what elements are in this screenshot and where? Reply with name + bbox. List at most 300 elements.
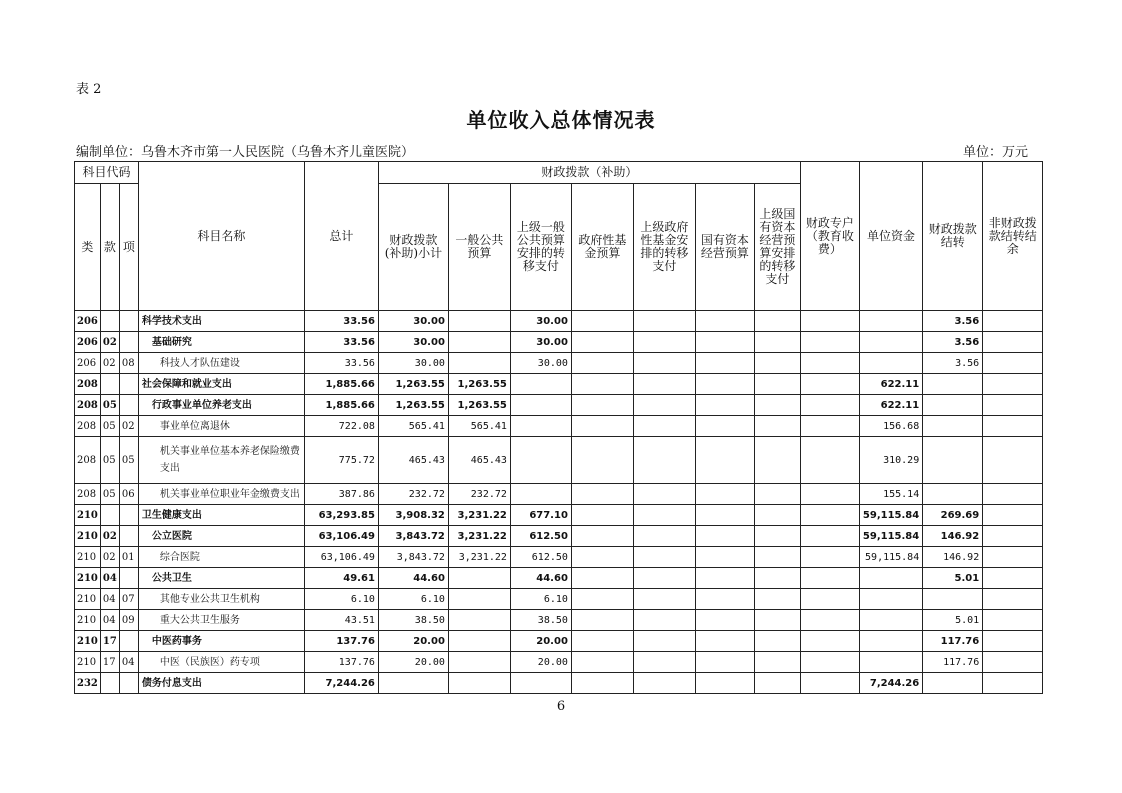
code-xiang: 05 bbox=[119, 437, 138, 484]
nonfiscal-carryover-cell bbox=[983, 374, 1043, 395]
subject-name: 公共卫生 bbox=[138, 568, 304, 589]
code-lei: 210 bbox=[75, 652, 101, 673]
upper-state-capital-cell bbox=[754, 526, 800, 547]
nonfiscal-carryover-cell bbox=[983, 484, 1043, 505]
code-lei: 210 bbox=[75, 547, 101, 568]
unit-funds-cell bbox=[859, 610, 922, 631]
nonfiscal-carryover-cell bbox=[983, 673, 1043, 694]
total-cell: 63,106.49 bbox=[304, 526, 378, 547]
special-edu-cell bbox=[800, 589, 859, 610]
subject-name: 社会保障和就业支出 bbox=[138, 374, 304, 395]
upper-general-cell bbox=[510, 484, 571, 505]
header-state-capital: 国有资本经营预算 bbox=[695, 184, 754, 311]
upper-general-cell bbox=[510, 374, 571, 395]
general-public-cell bbox=[448, 332, 510, 353]
code-kuan: 04 bbox=[100, 610, 119, 631]
fiscal-carryover-cell bbox=[923, 395, 983, 416]
upper-state-capital-cell bbox=[754, 631, 800, 652]
special-edu-cell bbox=[800, 374, 859, 395]
table-row bbox=[75, 652, 1043, 673]
general-public-cell bbox=[448, 311, 510, 332]
fiscal-subtotal-cell: 1,263.55 bbox=[378, 374, 448, 395]
fiscal-subtotal-cell: 1,263.55 bbox=[378, 395, 448, 416]
fiscal-carryover-cell: 5.01 bbox=[923, 568, 983, 589]
upper-general-cell bbox=[510, 437, 571, 484]
nonfiscal-carryover-cell bbox=[983, 589, 1043, 610]
total-cell: 1,885.66 bbox=[304, 374, 378, 395]
special-edu-cell bbox=[800, 395, 859, 416]
upper-state-capital-cell bbox=[754, 610, 800, 631]
fiscal-carryover-cell bbox=[923, 589, 983, 610]
upper-gov-fund-cell bbox=[633, 505, 695, 526]
upper-gov-fund-cell bbox=[633, 374, 695, 395]
header-nonfiscal-carryover: 非财政拨款结转结余 bbox=[983, 162, 1043, 311]
fiscal-carryover-cell bbox=[923, 416, 983, 437]
fiscal-subtotal-cell: 3,843.72 bbox=[378, 547, 448, 568]
nonfiscal-carryover-cell bbox=[983, 631, 1043, 652]
subject-name: 其他专业公共卫生机构 bbox=[138, 589, 304, 610]
fiscal-carryover-cell: 3.56 bbox=[923, 353, 983, 374]
upper-gov-fund-cell bbox=[633, 589, 695, 610]
upper-state-capital-cell bbox=[754, 673, 800, 694]
code-lei: 210 bbox=[75, 568, 101, 589]
code-kuan: 04 bbox=[100, 589, 119, 610]
state-capital-cell bbox=[695, 547, 754, 568]
state-capital-cell bbox=[695, 631, 754, 652]
code-xiang bbox=[119, 395, 138, 416]
upper-state-capital-cell bbox=[754, 589, 800, 610]
upper-state-capital-cell bbox=[754, 395, 800, 416]
table-row bbox=[75, 374, 1043, 395]
fiscal-carryover-cell: 5.01 bbox=[923, 610, 983, 631]
total-cell: 6.10 bbox=[304, 589, 378, 610]
code-lei: 210 bbox=[75, 505, 101, 526]
gov-fund-cell bbox=[571, 437, 633, 484]
upper-gov-fund-cell bbox=[633, 311, 695, 332]
table-row bbox=[75, 416, 1043, 437]
upper-gov-fund-cell bbox=[633, 568, 695, 589]
fiscal-subtotal-cell bbox=[378, 673, 448, 694]
fiscal-carryover-cell bbox=[923, 673, 983, 694]
special-edu-cell bbox=[800, 332, 859, 353]
code-xiang bbox=[119, 505, 138, 526]
code-kuan: 02 bbox=[100, 526, 119, 547]
fiscal-carryover-cell: 117.76 bbox=[923, 652, 983, 673]
subject-name: 机关事业单位职业年金缴费支出 bbox=[138, 484, 304, 505]
subject-name: 债务付息支出 bbox=[138, 673, 304, 694]
code-kuan: 05 bbox=[100, 395, 119, 416]
total-cell: 137.76 bbox=[304, 652, 378, 673]
upper-general-cell: 6.10 bbox=[510, 589, 571, 610]
total-cell: 387.86 bbox=[304, 484, 378, 505]
gov-fund-cell bbox=[571, 610, 633, 631]
upper-general-cell: 30.00 bbox=[510, 311, 571, 332]
table-row bbox=[75, 311, 1043, 332]
code-kuan bbox=[100, 505, 119, 526]
code-xiang bbox=[119, 631, 138, 652]
header-subject-code: 科目代码 bbox=[75, 162, 139, 184]
upper-gov-fund-cell bbox=[633, 673, 695, 694]
upper-gov-fund-cell bbox=[633, 631, 695, 652]
fiscal-subtotal-cell: 232.72 bbox=[378, 484, 448, 505]
unit-funds-cell: 156.68 bbox=[859, 416, 922, 437]
fiscal-subtotal-cell: 30.00 bbox=[378, 353, 448, 374]
upper-general-cell: 38.50 bbox=[510, 610, 571, 631]
compiling-unit: 编制单位：乌鲁木齐市第一人民医院（乌鲁木齐儿童医院） bbox=[76, 145, 415, 160]
header-kuan: 款 bbox=[100, 184, 119, 311]
unit-funds-cell: 7,244.26 bbox=[859, 673, 922, 694]
code-xiang: 09 bbox=[119, 610, 138, 631]
unit-funds-cell bbox=[859, 353, 922, 374]
general-public-cell bbox=[448, 589, 510, 610]
state-capital-cell bbox=[695, 505, 754, 526]
code-kuan: 02 bbox=[100, 332, 119, 353]
fiscal-carryover-cell: 269.69 bbox=[923, 505, 983, 526]
unit-funds-cell bbox=[859, 631, 922, 652]
subject-name: 综合医院 bbox=[138, 547, 304, 568]
total-cell: 33.56 bbox=[304, 311, 378, 332]
fiscal-carryover-cell: 117.76 bbox=[923, 631, 983, 652]
gov-fund-cell bbox=[571, 673, 633, 694]
fiscal-carryover-cell bbox=[923, 484, 983, 505]
header-unit-funds: 单位资金 bbox=[859, 162, 922, 311]
fiscal-subtotal-cell: 565.41 bbox=[378, 416, 448, 437]
code-lei: 210 bbox=[75, 589, 101, 610]
state-capital-cell bbox=[695, 610, 754, 631]
general-public-cell: 1,263.55 bbox=[448, 374, 510, 395]
upper-state-capital-cell bbox=[754, 568, 800, 589]
gov-fund-cell bbox=[571, 374, 633, 395]
total-cell: 137.76 bbox=[304, 631, 378, 652]
state-capital-cell bbox=[695, 353, 754, 374]
nonfiscal-carryover-cell bbox=[983, 311, 1043, 332]
upper-gov-fund-cell bbox=[633, 437, 695, 484]
nonfiscal-carryover-cell bbox=[983, 526, 1043, 547]
header-lei: 类 bbox=[75, 184, 101, 311]
general-public-cell bbox=[448, 610, 510, 631]
unit-funds-cell: 622.11 bbox=[859, 395, 922, 416]
nonfiscal-carryover-cell bbox=[983, 610, 1043, 631]
code-xiang bbox=[119, 374, 138, 395]
fiscal-subtotal-cell: 465.43 bbox=[378, 437, 448, 484]
header-general-public: 一般公共预算 bbox=[448, 184, 510, 311]
code-xiang bbox=[119, 526, 138, 547]
code-lei: 232 bbox=[75, 673, 101, 694]
code-kuan bbox=[100, 673, 119, 694]
header-special-edu: 财政专户（教育收费） bbox=[800, 162, 859, 311]
upper-state-capital-cell bbox=[754, 311, 800, 332]
gov-fund-cell bbox=[571, 631, 633, 652]
table-row bbox=[75, 568, 1043, 589]
code-xiang: 01 bbox=[119, 547, 138, 568]
code-xiang bbox=[119, 311, 138, 332]
fiscal-subtotal-cell: 30.00 bbox=[378, 332, 448, 353]
state-capital-cell bbox=[695, 395, 754, 416]
state-capital-cell bbox=[695, 311, 754, 332]
general-public-cell bbox=[448, 353, 510, 374]
upper-state-capital-cell bbox=[754, 547, 800, 568]
fiscal-carryover-cell: 146.92 bbox=[923, 526, 983, 547]
code-kuan: 05 bbox=[100, 437, 119, 484]
unit-funds-cell bbox=[859, 568, 922, 589]
upper-general-cell: 30.00 bbox=[510, 353, 571, 374]
nonfiscal-carryover-cell bbox=[983, 353, 1043, 374]
fiscal-carryover-cell: 3.56 bbox=[923, 332, 983, 353]
special-edu-cell bbox=[800, 526, 859, 547]
code-lei: 210 bbox=[75, 610, 101, 631]
nonfiscal-carryover-cell bbox=[983, 416, 1043, 437]
gov-fund-cell bbox=[571, 505, 633, 526]
special-edu-cell bbox=[800, 631, 859, 652]
code-kuan: 05 bbox=[100, 484, 119, 505]
subject-name: 科学技术支出 bbox=[138, 311, 304, 332]
table-row bbox=[75, 395, 1043, 416]
fiscal-carryover-cell bbox=[923, 437, 983, 484]
table-row bbox=[75, 631, 1043, 652]
total-cell: 63,293.85 bbox=[304, 505, 378, 526]
code-lei: 208 bbox=[75, 484, 101, 505]
code-lei: 210 bbox=[75, 526, 101, 547]
nonfiscal-carryover-cell bbox=[983, 568, 1043, 589]
upper-general-cell: 20.00 bbox=[510, 631, 571, 652]
code-lei: 208 bbox=[75, 395, 101, 416]
table-row bbox=[75, 547, 1043, 568]
fiscal-subtotal-cell: 3,908.32 bbox=[378, 505, 448, 526]
code-xiang: 08 bbox=[119, 353, 138, 374]
gov-fund-cell bbox=[571, 652, 633, 673]
upper-state-capital-cell bbox=[754, 332, 800, 353]
upper-gov-fund-cell bbox=[633, 484, 695, 505]
upper-state-capital-cell bbox=[754, 416, 800, 437]
table-number: 表 2 bbox=[76, 82, 102, 97]
code-lei: 208 bbox=[75, 374, 101, 395]
total-cell: 33.56 bbox=[304, 332, 378, 353]
gov-fund-cell bbox=[571, 484, 633, 505]
unit-funds-cell: 622.11 bbox=[859, 374, 922, 395]
code-xiang bbox=[119, 332, 138, 353]
code-kuan: 02 bbox=[100, 353, 119, 374]
gov-fund-cell bbox=[571, 568, 633, 589]
state-capital-cell bbox=[695, 437, 754, 484]
code-lei: 210 bbox=[75, 631, 101, 652]
code-lei: 206 bbox=[75, 311, 101, 332]
unit-funds-cell bbox=[859, 311, 922, 332]
general-public-cell bbox=[448, 673, 510, 694]
special-edu-cell bbox=[800, 437, 859, 484]
fiscal-carryover-cell: 3.56 bbox=[923, 311, 983, 332]
subject-name: 机关事业单位基本养老保险缴费支出 bbox=[138, 437, 304, 484]
upper-general-cell: 30.00 bbox=[510, 332, 571, 353]
upper-state-capital-cell bbox=[754, 437, 800, 484]
page-title: 单位收入总体情况表 bbox=[466, 108, 656, 132]
state-capital-cell bbox=[695, 416, 754, 437]
state-capital-cell bbox=[695, 589, 754, 610]
header-row-1 bbox=[75, 162, 1043, 184]
upper-gov-fund-cell bbox=[633, 395, 695, 416]
special-edu-cell bbox=[800, 568, 859, 589]
unit-funds-cell: 310.29 bbox=[859, 437, 922, 484]
table-row bbox=[75, 332, 1043, 353]
code-lei: 208 bbox=[75, 416, 101, 437]
upper-gov-fund-cell bbox=[633, 547, 695, 568]
subject-name: 中医（民族医）药专项 bbox=[138, 652, 304, 673]
code-kuan: 04 bbox=[100, 568, 119, 589]
state-capital-cell bbox=[695, 526, 754, 547]
upper-state-capital-cell bbox=[754, 353, 800, 374]
header-upper-gov-fund: 上级政府性基金安排的转移支付 bbox=[633, 184, 695, 311]
total-cell: 722.08 bbox=[304, 416, 378, 437]
general-public-cell bbox=[448, 568, 510, 589]
code-kuan bbox=[100, 311, 119, 332]
upper-general-cell: 612.50 bbox=[510, 526, 571, 547]
upper-gov-fund-cell bbox=[633, 416, 695, 437]
state-capital-cell bbox=[695, 332, 754, 353]
upper-general-cell bbox=[510, 673, 571, 694]
header-upper-state-capital: 上级国有资本经营预算安排的转移支付 bbox=[754, 184, 800, 311]
upper-general-cell: 677.10 bbox=[510, 505, 571, 526]
upper-gov-fund-cell bbox=[633, 526, 695, 547]
subject-name: 行政事业单位养老支出 bbox=[138, 395, 304, 416]
special-edu-cell bbox=[800, 673, 859, 694]
fiscal-subtotal-cell: 3,843.72 bbox=[378, 526, 448, 547]
gov-fund-cell bbox=[571, 311, 633, 332]
upper-gov-fund-cell bbox=[633, 610, 695, 631]
special-edu-cell bbox=[800, 652, 859, 673]
code-kuan: 17 bbox=[100, 631, 119, 652]
total-cell: 49.61 bbox=[304, 568, 378, 589]
total-cell: 1,885.66 bbox=[304, 395, 378, 416]
header-gov-fund: 政府性基金预算 bbox=[571, 184, 633, 311]
unit-funds-cell: 59,115.84 bbox=[859, 505, 922, 526]
fiscal-subtotal-cell: 38.50 bbox=[378, 610, 448, 631]
code-kuan: 17 bbox=[100, 652, 119, 673]
gov-fund-cell bbox=[571, 416, 633, 437]
unit-funds-cell: 155.14 bbox=[859, 484, 922, 505]
upper-gov-fund-cell bbox=[633, 332, 695, 353]
upper-general-cell bbox=[510, 395, 571, 416]
unit-funds-cell bbox=[859, 652, 922, 673]
fiscal-subtotal-cell: 44.60 bbox=[378, 568, 448, 589]
upper-state-capital-cell bbox=[754, 505, 800, 526]
page-number: 6 bbox=[556, 699, 566, 714]
nonfiscal-carryover-cell bbox=[983, 332, 1043, 353]
table-row bbox=[75, 610, 1043, 631]
special-edu-cell bbox=[800, 353, 859, 374]
special-edu-cell bbox=[800, 547, 859, 568]
fiscal-subtotal-cell: 20.00 bbox=[378, 631, 448, 652]
total-cell: 63,106.49 bbox=[304, 547, 378, 568]
upper-general-cell: 20.00 bbox=[510, 652, 571, 673]
unit-funds-cell bbox=[859, 589, 922, 610]
subject-name: 基础研究 bbox=[138, 332, 304, 353]
table-row bbox=[75, 589, 1043, 610]
special-edu-cell bbox=[800, 610, 859, 631]
fiscal-carryover-cell: 146.92 bbox=[923, 547, 983, 568]
nonfiscal-carryover-cell bbox=[983, 395, 1043, 416]
gov-fund-cell bbox=[571, 332, 633, 353]
header-xiang: 项 bbox=[119, 184, 138, 311]
gov-fund-cell bbox=[571, 589, 633, 610]
gov-fund-cell bbox=[571, 547, 633, 568]
table-row bbox=[75, 505, 1043, 526]
upper-general-cell bbox=[510, 416, 571, 437]
total-cell: 33.56 bbox=[304, 353, 378, 374]
nonfiscal-carryover-cell bbox=[983, 437, 1043, 484]
code-lei: 206 bbox=[75, 332, 101, 353]
state-capital-cell bbox=[695, 484, 754, 505]
table-row bbox=[75, 353, 1043, 374]
gov-fund-cell bbox=[571, 353, 633, 374]
code-xiang: 07 bbox=[119, 589, 138, 610]
code-kuan: 05 bbox=[100, 416, 119, 437]
subject-name: 事业单位离退休 bbox=[138, 416, 304, 437]
upper-gov-fund-cell bbox=[633, 652, 695, 673]
unit-funds-cell bbox=[859, 332, 922, 353]
header-total: 总计 bbox=[304, 162, 378, 311]
upper-general-cell: 612.50 bbox=[510, 547, 571, 568]
unit-funds-cell: 59,115.84 bbox=[859, 547, 922, 568]
nonfiscal-carryover-cell bbox=[983, 652, 1043, 673]
upper-general-cell: 44.60 bbox=[510, 568, 571, 589]
code-xiang bbox=[119, 568, 138, 589]
special-edu-cell bbox=[800, 311, 859, 332]
currency-unit: 单位：万元 bbox=[962, 145, 1028, 160]
table-row bbox=[75, 437, 1043, 484]
state-capital-cell bbox=[695, 568, 754, 589]
code-kuan bbox=[100, 374, 119, 395]
subject-name: 卫生健康支出 bbox=[138, 505, 304, 526]
header-fiscal-carryover: 财政拨款结转 bbox=[923, 162, 983, 311]
total-cell: 43.51 bbox=[304, 610, 378, 631]
header-fiscal-group: 财政拨款（补助） bbox=[378, 162, 800, 184]
table-row bbox=[75, 673, 1043, 694]
state-capital-cell bbox=[695, 374, 754, 395]
subject-name: 公立医院 bbox=[138, 526, 304, 547]
code-xiang bbox=[119, 673, 138, 694]
nonfiscal-carryover-cell bbox=[983, 547, 1043, 568]
state-capital-cell bbox=[695, 673, 754, 694]
general-public-cell: 232.72 bbox=[448, 484, 510, 505]
subject-name: 科技人才队伍建设 bbox=[138, 353, 304, 374]
general-public-cell bbox=[448, 631, 510, 652]
fiscal-carryover-cell bbox=[923, 374, 983, 395]
fiscal-subtotal-cell: 6.10 bbox=[378, 589, 448, 610]
subject-name: 重大公共卫生服务 bbox=[138, 610, 304, 631]
unit-funds-cell: 59,115.84 bbox=[859, 526, 922, 547]
gov-fund-cell bbox=[571, 395, 633, 416]
fiscal-subtotal-cell: 30.00 bbox=[378, 311, 448, 332]
header-subject-name: 科目名称 bbox=[138, 162, 304, 311]
table-row bbox=[75, 526, 1043, 547]
code-kuan: 02 bbox=[100, 547, 119, 568]
fiscal-subtotal-cell: 20.00 bbox=[378, 652, 448, 673]
table-row bbox=[75, 484, 1043, 505]
general-public-cell: 3,231.22 bbox=[448, 526, 510, 547]
header-fiscal-subtotal: 财政拨款(补助)小计 bbox=[378, 184, 448, 311]
general-public-cell: 465.43 bbox=[448, 437, 510, 484]
code-lei: 208 bbox=[75, 437, 101, 484]
total-cell: 775.72 bbox=[304, 437, 378, 484]
subject-name: 中医药事务 bbox=[138, 631, 304, 652]
special-edu-cell bbox=[800, 416, 859, 437]
state-capital-cell bbox=[695, 652, 754, 673]
upper-state-capital-cell bbox=[754, 652, 800, 673]
gov-fund-cell bbox=[571, 526, 633, 547]
code-xiang: 02 bbox=[119, 416, 138, 437]
general-public-cell: 3,231.22 bbox=[448, 547, 510, 568]
nonfiscal-carryover-cell bbox=[983, 505, 1043, 526]
header-upper-general: 上级一般公共预算安排的转移支付 bbox=[510, 184, 571, 311]
